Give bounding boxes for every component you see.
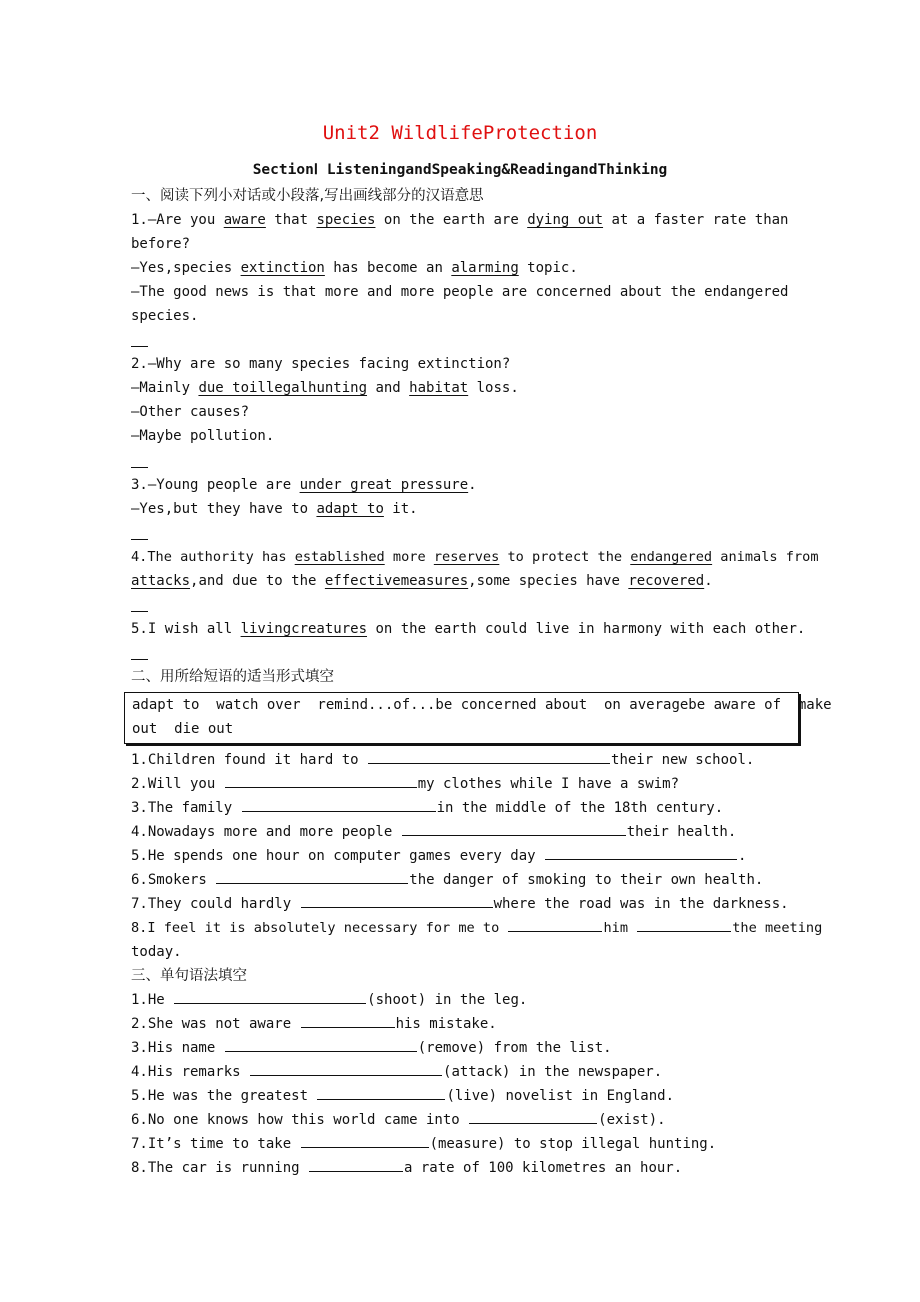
blank[interactable]: [216, 868, 408, 884]
phrase-box: [124, 692, 832, 744]
p3-item-6: 6.No one knows how this world came into (exist).: [131, 1108, 666, 1132]
blank[interactable]: [637, 916, 731, 932]
q1-line1: 1.—Are you aware that species on the earth are dying out at a faster rate than: [131, 212, 789, 228]
blank[interactable]: [317, 1084, 445, 1100]
p2-item-5: 5.He spends one hour on computer games every day .: [131, 844, 746, 868]
p3-item-2: 2.She was not aware his mistake.: [131, 1012, 497, 1036]
p3-item-3: 3.His name (remove) from the list.: [131, 1036, 612, 1060]
p3-item-5: 5.He was the greatest (live) novelist in England.: [131, 1084, 674, 1108]
blank[interactable]: [225, 772, 417, 788]
q1-line5: species.: [131, 308, 199, 324]
phrase-box-line2: out die out: [132, 721, 234, 737]
phrase-box-line1: adapt to watch over remind...of...be concerned about on averagebe aware of make: [132, 697, 832, 713]
p2-item-4: 4.Nowadays more and more people their health.: [131, 820, 736, 844]
q4-line2: attacks,and due to the effectivemeasures,some species have recovered.: [131, 573, 713, 589]
p2-item-8: 8.I feel it is absolutely necessary for me to him the meeting: [131, 916, 822, 940]
q2-line4: —Maybe pollution.: [131, 428, 275, 444]
blank[interactable]: [368, 748, 610, 764]
q5-line1: 5.I wish all livingcreatures on the earth could live in harmony with each other.: [131, 621, 806, 637]
unit-title: Unit2 WildlifeProtection: [322, 122, 598, 144]
blank[interactable]: [469, 1108, 597, 1124]
blank[interactable]: [242, 796, 436, 812]
blank[interactable]: [301, 892, 493, 908]
blank[interactable]: [225, 1036, 417, 1052]
blank[interactable]: [508, 916, 602, 932]
blank[interactable]: [402, 820, 626, 836]
p2-item-1: 1.Children found it hard to their new school.: [131, 748, 754, 772]
p3-item-8: 8.The car is running a rate of 100 kilometres an hour.: [131, 1156, 682, 1180]
q1-answer-line[interactable]: [131, 346, 148, 347]
blank[interactable]: [301, 1132, 429, 1148]
p2-item-3: 3.The family in the middle of the 18th century.: [131, 796, 723, 820]
blank[interactable]: [309, 1156, 403, 1172]
q5-answer-line[interactable]: [131, 659, 148, 660]
p2-item-2: 2.Will you my clothes while I have a swim?: [131, 772, 679, 796]
q3-answer-line[interactable]: [131, 539, 148, 540]
p3-item-1: 1.He (shoot) in the leg.: [131, 988, 527, 1012]
part2-heading: 二、用所给短语的适当形式填空: [131, 669, 334, 685]
q4-line1: 4.The authority has established more reserves to protect the endangered animals from: [131, 549, 819, 565]
blank[interactable]: [174, 988, 366, 1004]
p2-item-6: 6.Smokers the danger of smoking to their own health.: [131, 868, 763, 892]
blank[interactable]: [301, 1012, 395, 1028]
q2-answer-line[interactable]: [131, 467, 148, 468]
q2-line3: —Other causes?: [131, 404, 250, 420]
q2-line1: 2.—Why are so many species facing extinction?: [131, 356, 511, 372]
section-subtitle: SectionⅠ ListeningandSpeaking&ReadingandThinking: [252, 162, 668, 178]
q1-line3: —Yes,species extinction has become an alarming topic.: [131, 260, 578, 276]
q3-line2: —Yes,but they have to adapt to it.: [131, 501, 418, 517]
q2-line2: —Mainly due toillegalhunting and habitat loss.: [131, 380, 519, 396]
p3-item-7: 7.It’s time to take (measure) to stop illegal hunting.: [131, 1132, 716, 1156]
p3-item-4: 4.His remarks (attack) in the newspaper.: [131, 1060, 662, 1084]
q4-answer-line[interactable]: [131, 611, 148, 612]
q1-line4: —The good news is that more and more people are concerned about the endangered: [131, 284, 789, 300]
part1-heading: 一、阅读下列小对话或小段落,写出画线部分的汉语意思: [131, 188, 484, 204]
p2-item-7: 7.They could hardly where the road was in the darkness.: [131, 892, 789, 916]
q3-line1: 3.—Young people are under great pressure.: [131, 477, 477, 493]
q1-line2: before?: [131, 236, 191, 252]
blank[interactable]: [545, 844, 737, 860]
part3-heading: 三、单句语法填空: [131, 968, 247, 984]
blank[interactable]: [250, 1060, 442, 1076]
p2-item-8-cont: today.: [131, 944, 182, 960]
